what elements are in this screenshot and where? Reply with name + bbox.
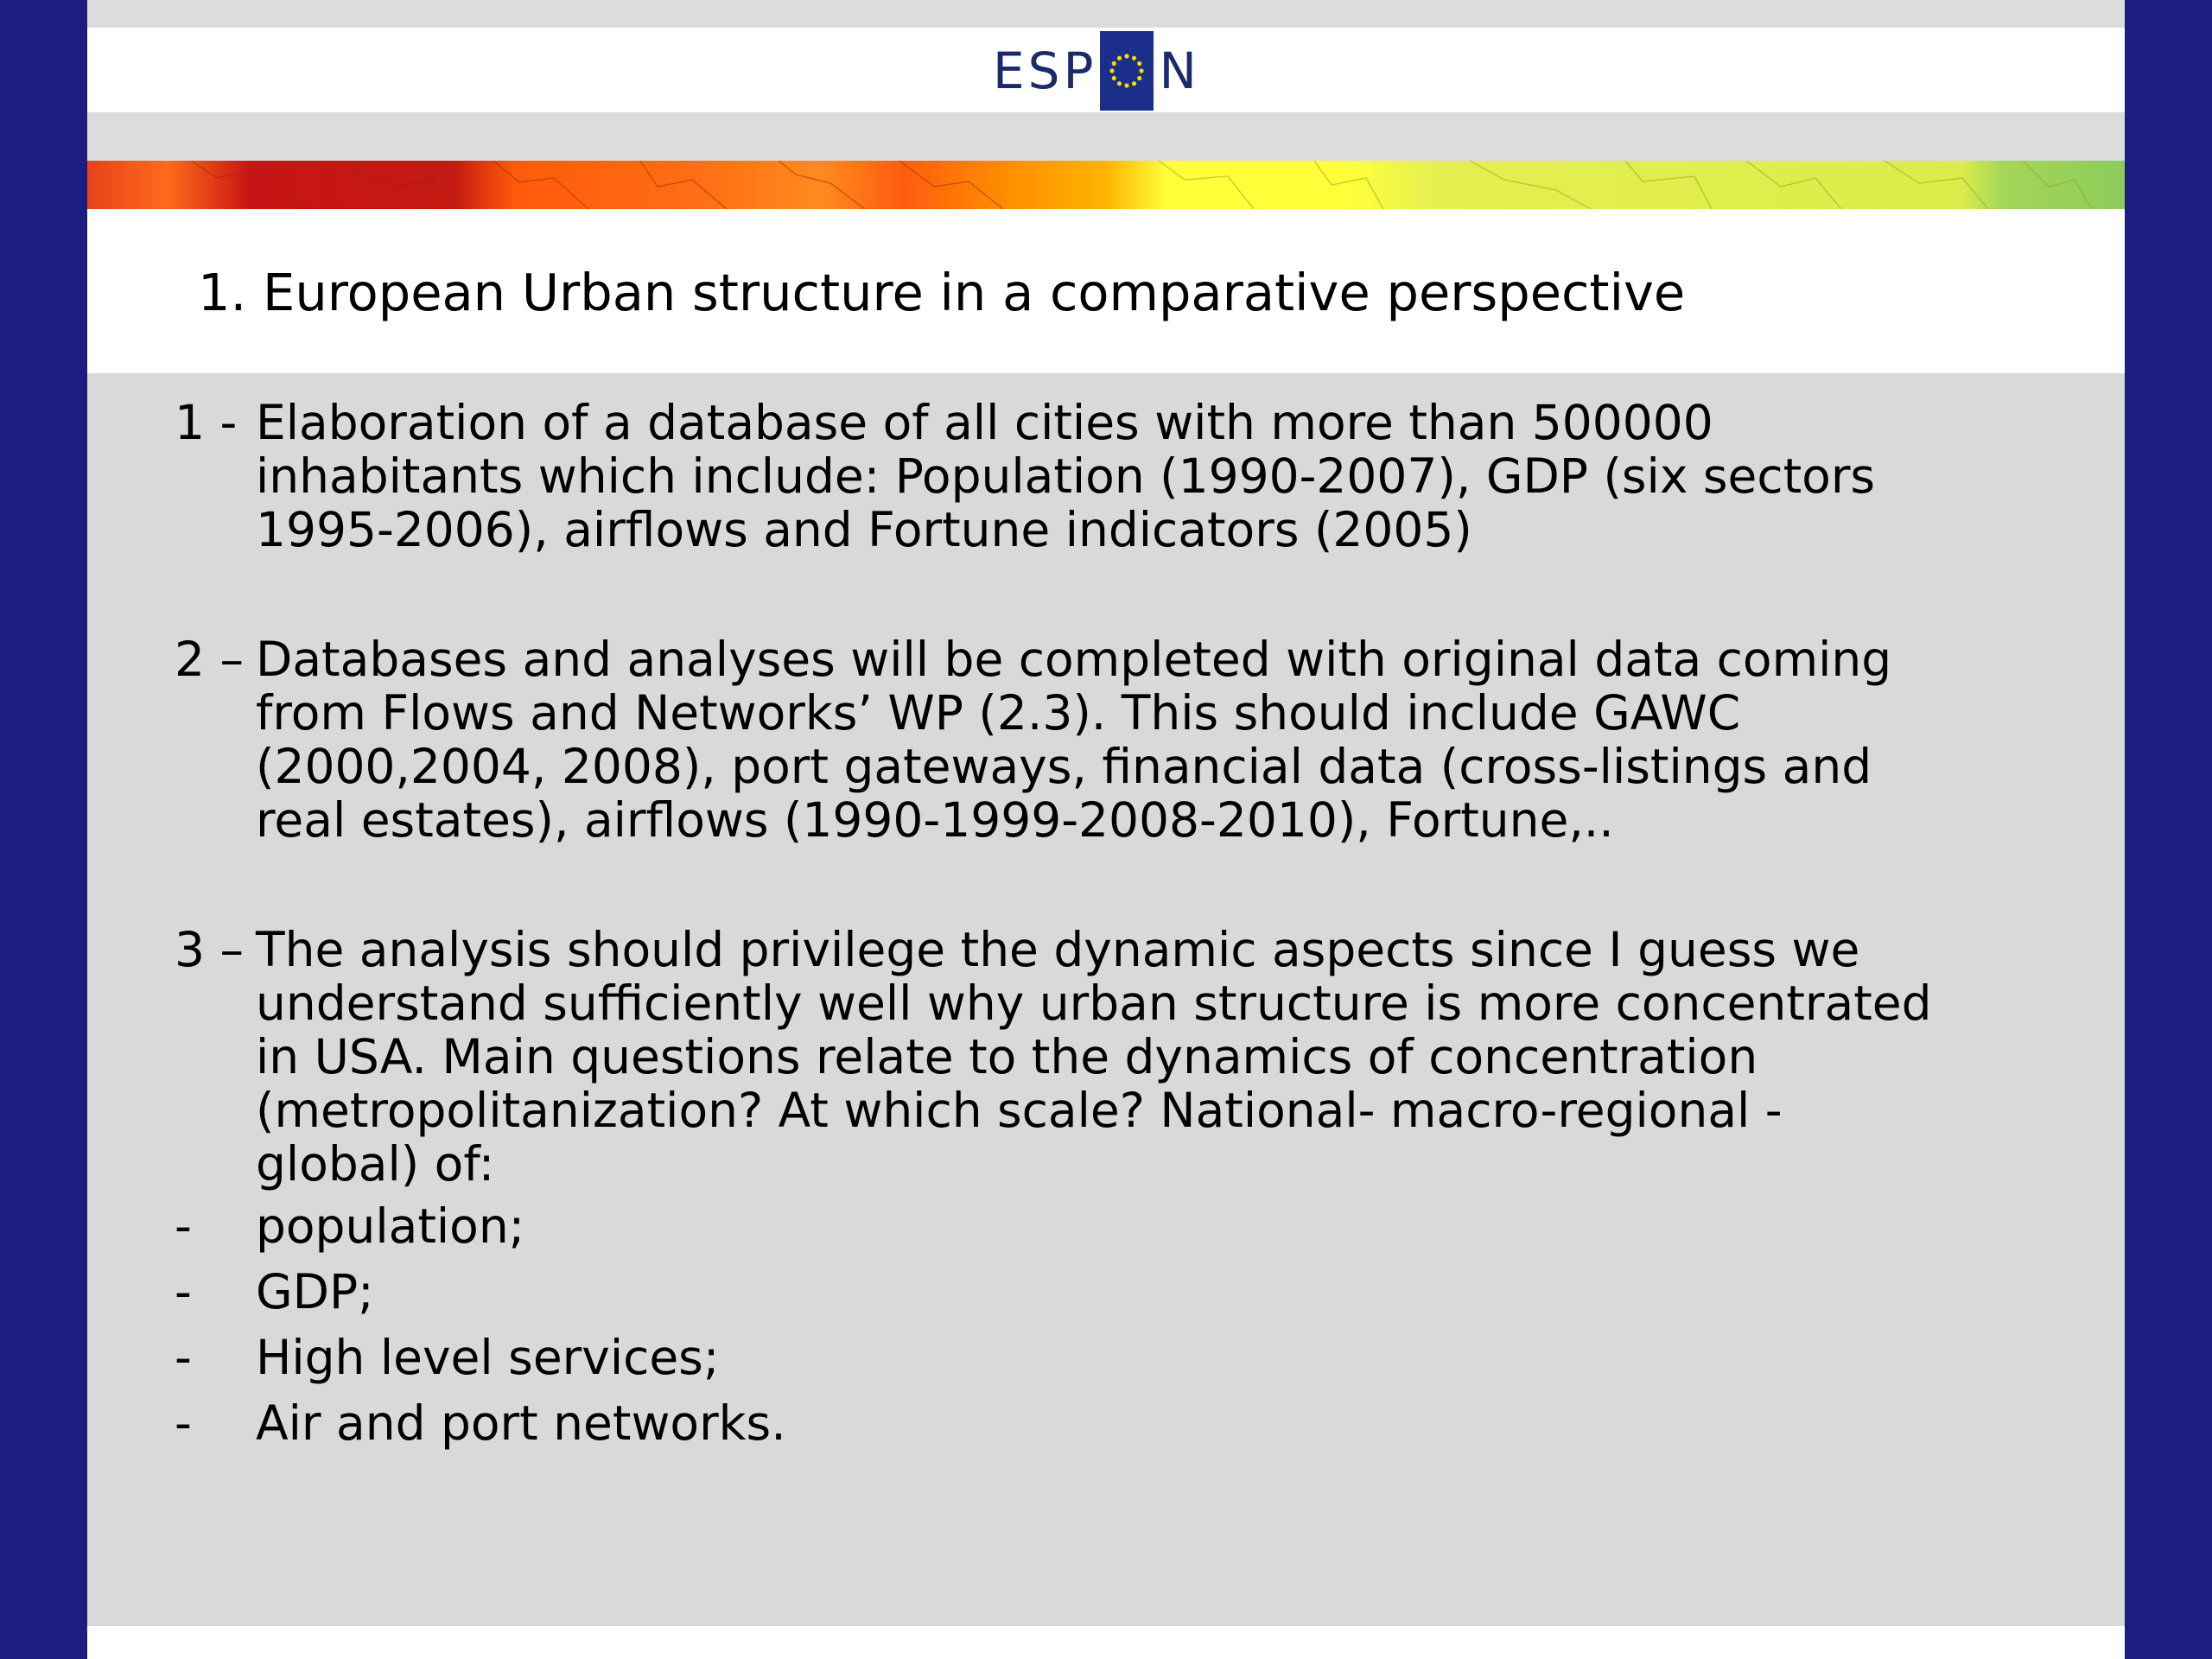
point-text: Elaboration of a database of all cities with more than 500000 inhabitants which include: Population (1990-2007), GDP (six sectors 1995-2006), airflows and Fortune indicators (2005) [256, 395, 1876, 557]
bullet-dash: - [175, 1264, 192, 1319]
bullet-text: GDP; [256, 1264, 374, 1319]
slide [87, 0, 2125, 1659]
flag-star [1110, 68, 1115, 73]
slide-title: 1. European Urban structure in a comparative perspective [198, 263, 1686, 322]
flag-star [1125, 54, 1129, 58]
point-1 [175, 396, 1875, 556]
top-strip [87, 0, 2125, 28]
point-number: 3 – [175, 922, 259, 977]
header-band [87, 28, 2125, 112]
logo-text-right: N [1159, 41, 1200, 100]
flag-star [1125, 83, 1129, 87]
bullet-dash: - [175, 1395, 192, 1451]
bullet-dash: - [175, 1330, 192, 1385]
list-item [175, 1396, 786, 1462]
espon-logo [993, 31, 1200, 111]
bullet-list [175, 1199, 786, 1462]
bullet-dash: - [175, 1198, 192, 1254]
flag-star [1138, 61, 1142, 66]
point-3 [175, 923, 1932, 1191]
flag-star [1138, 76, 1142, 80]
flag-star [1117, 81, 1122, 86]
point-2 [175, 632, 1891, 847]
bullet-text: High level services; [256, 1330, 720, 1385]
bullet-text: population; [256, 1198, 525, 1254]
point-number: 2 – [175, 632, 259, 687]
flag-star [1112, 61, 1116, 66]
list-item [175, 1331, 786, 1396]
flag-star [1140, 68, 1144, 73]
point-number: 1 - [175, 395, 252, 450]
logo-text-left: ESP [993, 41, 1097, 100]
point-text: Databases and analyses will be completed with original data coming from Flows and Networks’ WP (2.3). This should include GAWC (2000,2004, 2008), port gateways, financial data (cross-listings and real estates), airflows (1990-1999-2008-2010), Fortune,.. [256, 632, 1892, 848]
flag-star [1112, 76, 1116, 80]
bullet-text: Air and port networks. [256, 1395, 786, 1451]
flag-star [1132, 81, 1136, 86]
gap-strip [87, 112, 2125, 161]
flag-star [1132, 56, 1136, 60]
list-item [175, 1199, 786, 1265]
list-item [175, 1265, 786, 1331]
choropleth-map-banner [87, 161, 2125, 209]
title-band [87, 209, 2125, 373]
bottom-strip [87, 1626, 2125, 1659]
eu-stars-flag-icon [1100, 31, 1154, 111]
flag-star [1117, 56, 1122, 60]
point-text: The analysis should privilege the dynamic aspects since I guess we understand sufficiently well why urban structure is more concentrated in USA. Main questions relate to the dynamics of concentration (metropolitanization? At which scale? National- macro-regional - global) of: [256, 922, 1932, 1192]
